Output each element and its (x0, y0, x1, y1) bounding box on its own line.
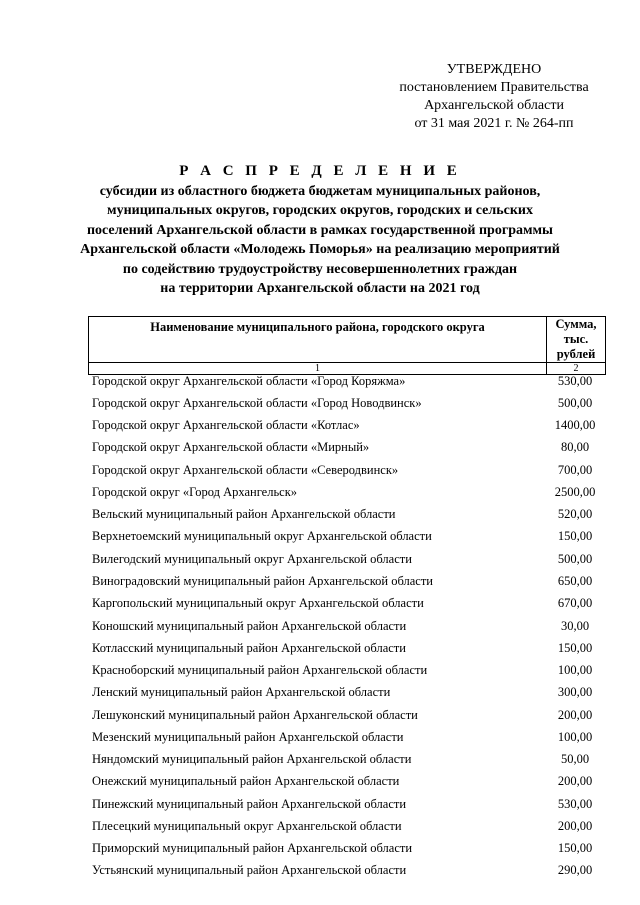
title-line: поселений Архангельской области в рамках государственной программы (86, 222, 553, 238)
table-body (92, 370, 604, 882)
table-row (92, 548, 604, 570)
row-name: Городской округ «Город Архангельск» (92, 484, 298, 499)
row-name: Виноградовский муниципальный район Архангельской области (92, 574, 433, 589)
table-row (92, 415, 604, 437)
row-amount: 670,00 (557, 596, 593, 611)
table-row (92, 771, 604, 793)
row-amount: 150,00 (557, 841, 593, 856)
header-sum (547, 317, 606, 363)
table-row (92, 704, 604, 726)
table-row (92, 526, 604, 548)
row-name: Плесецкий муниципальный округ Архангельской области (92, 818, 402, 833)
approval-date: от 31 мая 2021 г. № 264-пп (414, 116, 574, 131)
row-amount: 200,00 (557, 818, 593, 833)
table-row (92, 504, 604, 526)
row-amount: 700,00 (557, 462, 593, 477)
row-name: Вельский муниципальный район Архангельской области (92, 507, 396, 522)
header-name: Наименование муниципального района, городского округа (89, 317, 547, 363)
row-name: Пинежский муниципальный район Архангельской области (92, 796, 407, 811)
header-sum-line: Сумма, (555, 317, 597, 331)
row-amount: 100,00 (557, 663, 593, 678)
row-name: Приморский муниципальный район Архангельской области (92, 841, 413, 856)
row-amount: 150,00 (557, 640, 593, 655)
row-amount: 200,00 (557, 774, 593, 789)
title-line: на территории Архангельской области на 2021 год (160, 281, 480, 296)
row-name: Коношский муниципальный район Архангельской области (92, 618, 407, 633)
row-name: Городской округ Архангельской области «Северодвинск» (92, 462, 399, 477)
title-heading: Р А С П Р Е Д Е Л Е Н И Е (179, 163, 461, 179)
row-name: Городской округ Архангельской области «Город Коряжма» (92, 373, 406, 388)
row-amount: 150,00 (557, 529, 593, 544)
row-name: Котласский муниципальный район Архангельской области (92, 640, 406, 655)
row-name: Ленский муниципальный район Архангельской области (92, 685, 391, 700)
document-title (60, 162, 580, 299)
row-amount: 1400,00 (554, 418, 596, 433)
table-row (92, 682, 604, 704)
row-name: Городской округ Архангельской области «Котлас» (92, 418, 360, 433)
table-row (92, 860, 604, 882)
approval-title: УТВЕРЖДЕНО (446, 62, 542, 77)
row-name: Верхнетоемский муниципальный округ Архангельской области (92, 529, 432, 544)
row-amount: 290,00 (557, 863, 593, 878)
row-amount: 530,00 (557, 796, 593, 811)
row-amount: 530,00 (557, 373, 593, 388)
approval-line: постановлением Правительства (399, 80, 589, 95)
table-row (92, 659, 604, 681)
row-name: Онежский муниципальный район Архангельской области (92, 774, 400, 789)
row-name: Красноборский муниципальный район Архангельской области (92, 663, 428, 678)
column-number: 1 (89, 363, 547, 375)
table-row (92, 749, 604, 771)
table-row (92, 726, 604, 748)
row-amount: 500,00 (557, 395, 593, 410)
table-row (92, 637, 604, 659)
column-number: 2 (547, 363, 606, 375)
title-line: Архангельской области «Молодежь Поморья» на реализацию мероприятий (80, 242, 560, 257)
row-name: Городской округ Архангельской области «Город Новодвинск» (92, 395, 422, 410)
table-row (92, 370, 604, 392)
row-amount: 200,00 (557, 707, 593, 722)
row-name: Каргопольский муниципальный округ Архангельской области (92, 596, 424, 611)
table-row (92, 392, 604, 414)
row-name: Мезенский муниципальный район Архангельской области (92, 729, 404, 744)
table-row (92, 793, 604, 815)
row-amount: 50,00 (560, 752, 590, 767)
row-amount: 520,00 (557, 507, 593, 522)
row-amount: 30,00 (560, 618, 590, 633)
row-name: Вилегодский муниципальный округ Архангельской области (92, 551, 412, 566)
approval-line: Архангельской области (424, 98, 564, 113)
row-amount: 2500,00 (554, 484, 596, 499)
title-line: субсидии из областного бюджета бюджетам муниципальных районов, (99, 183, 541, 199)
row-amount: 80,00 (560, 440, 590, 455)
header-sum-line: тыс. рублей (556, 332, 596, 361)
table-header (88, 316, 606, 375)
table-row (92, 570, 604, 592)
table-row (92, 437, 604, 459)
row-amount: 100,00 (557, 729, 593, 744)
title-line: муниципальных округов, городских округов, городских и сельских (107, 203, 533, 218)
title-line: по содействию трудоустройству несовершеннолетних граждан (122, 261, 518, 277)
table-row (92, 615, 604, 637)
row-amount: 300,00 (557, 685, 593, 700)
table-row (92, 815, 604, 837)
row-name: Устьянский муниципальный район Архангельской области (92, 863, 407, 878)
row-amount: 650,00 (557, 574, 593, 589)
approval-block (388, 61, 600, 133)
table-row (92, 481, 604, 503)
table-row (92, 459, 604, 481)
row-amount: 500,00 (557, 551, 593, 566)
row-name: Городской округ Архангельской области «Мирный» (92, 440, 370, 455)
row-name: Няндомский муниципальный район Архангельской области (92, 752, 412, 767)
table-row (92, 593, 604, 615)
row-name: Лешуконский муниципальный район Архангельской области (92, 707, 418, 722)
table-row (92, 838, 604, 860)
